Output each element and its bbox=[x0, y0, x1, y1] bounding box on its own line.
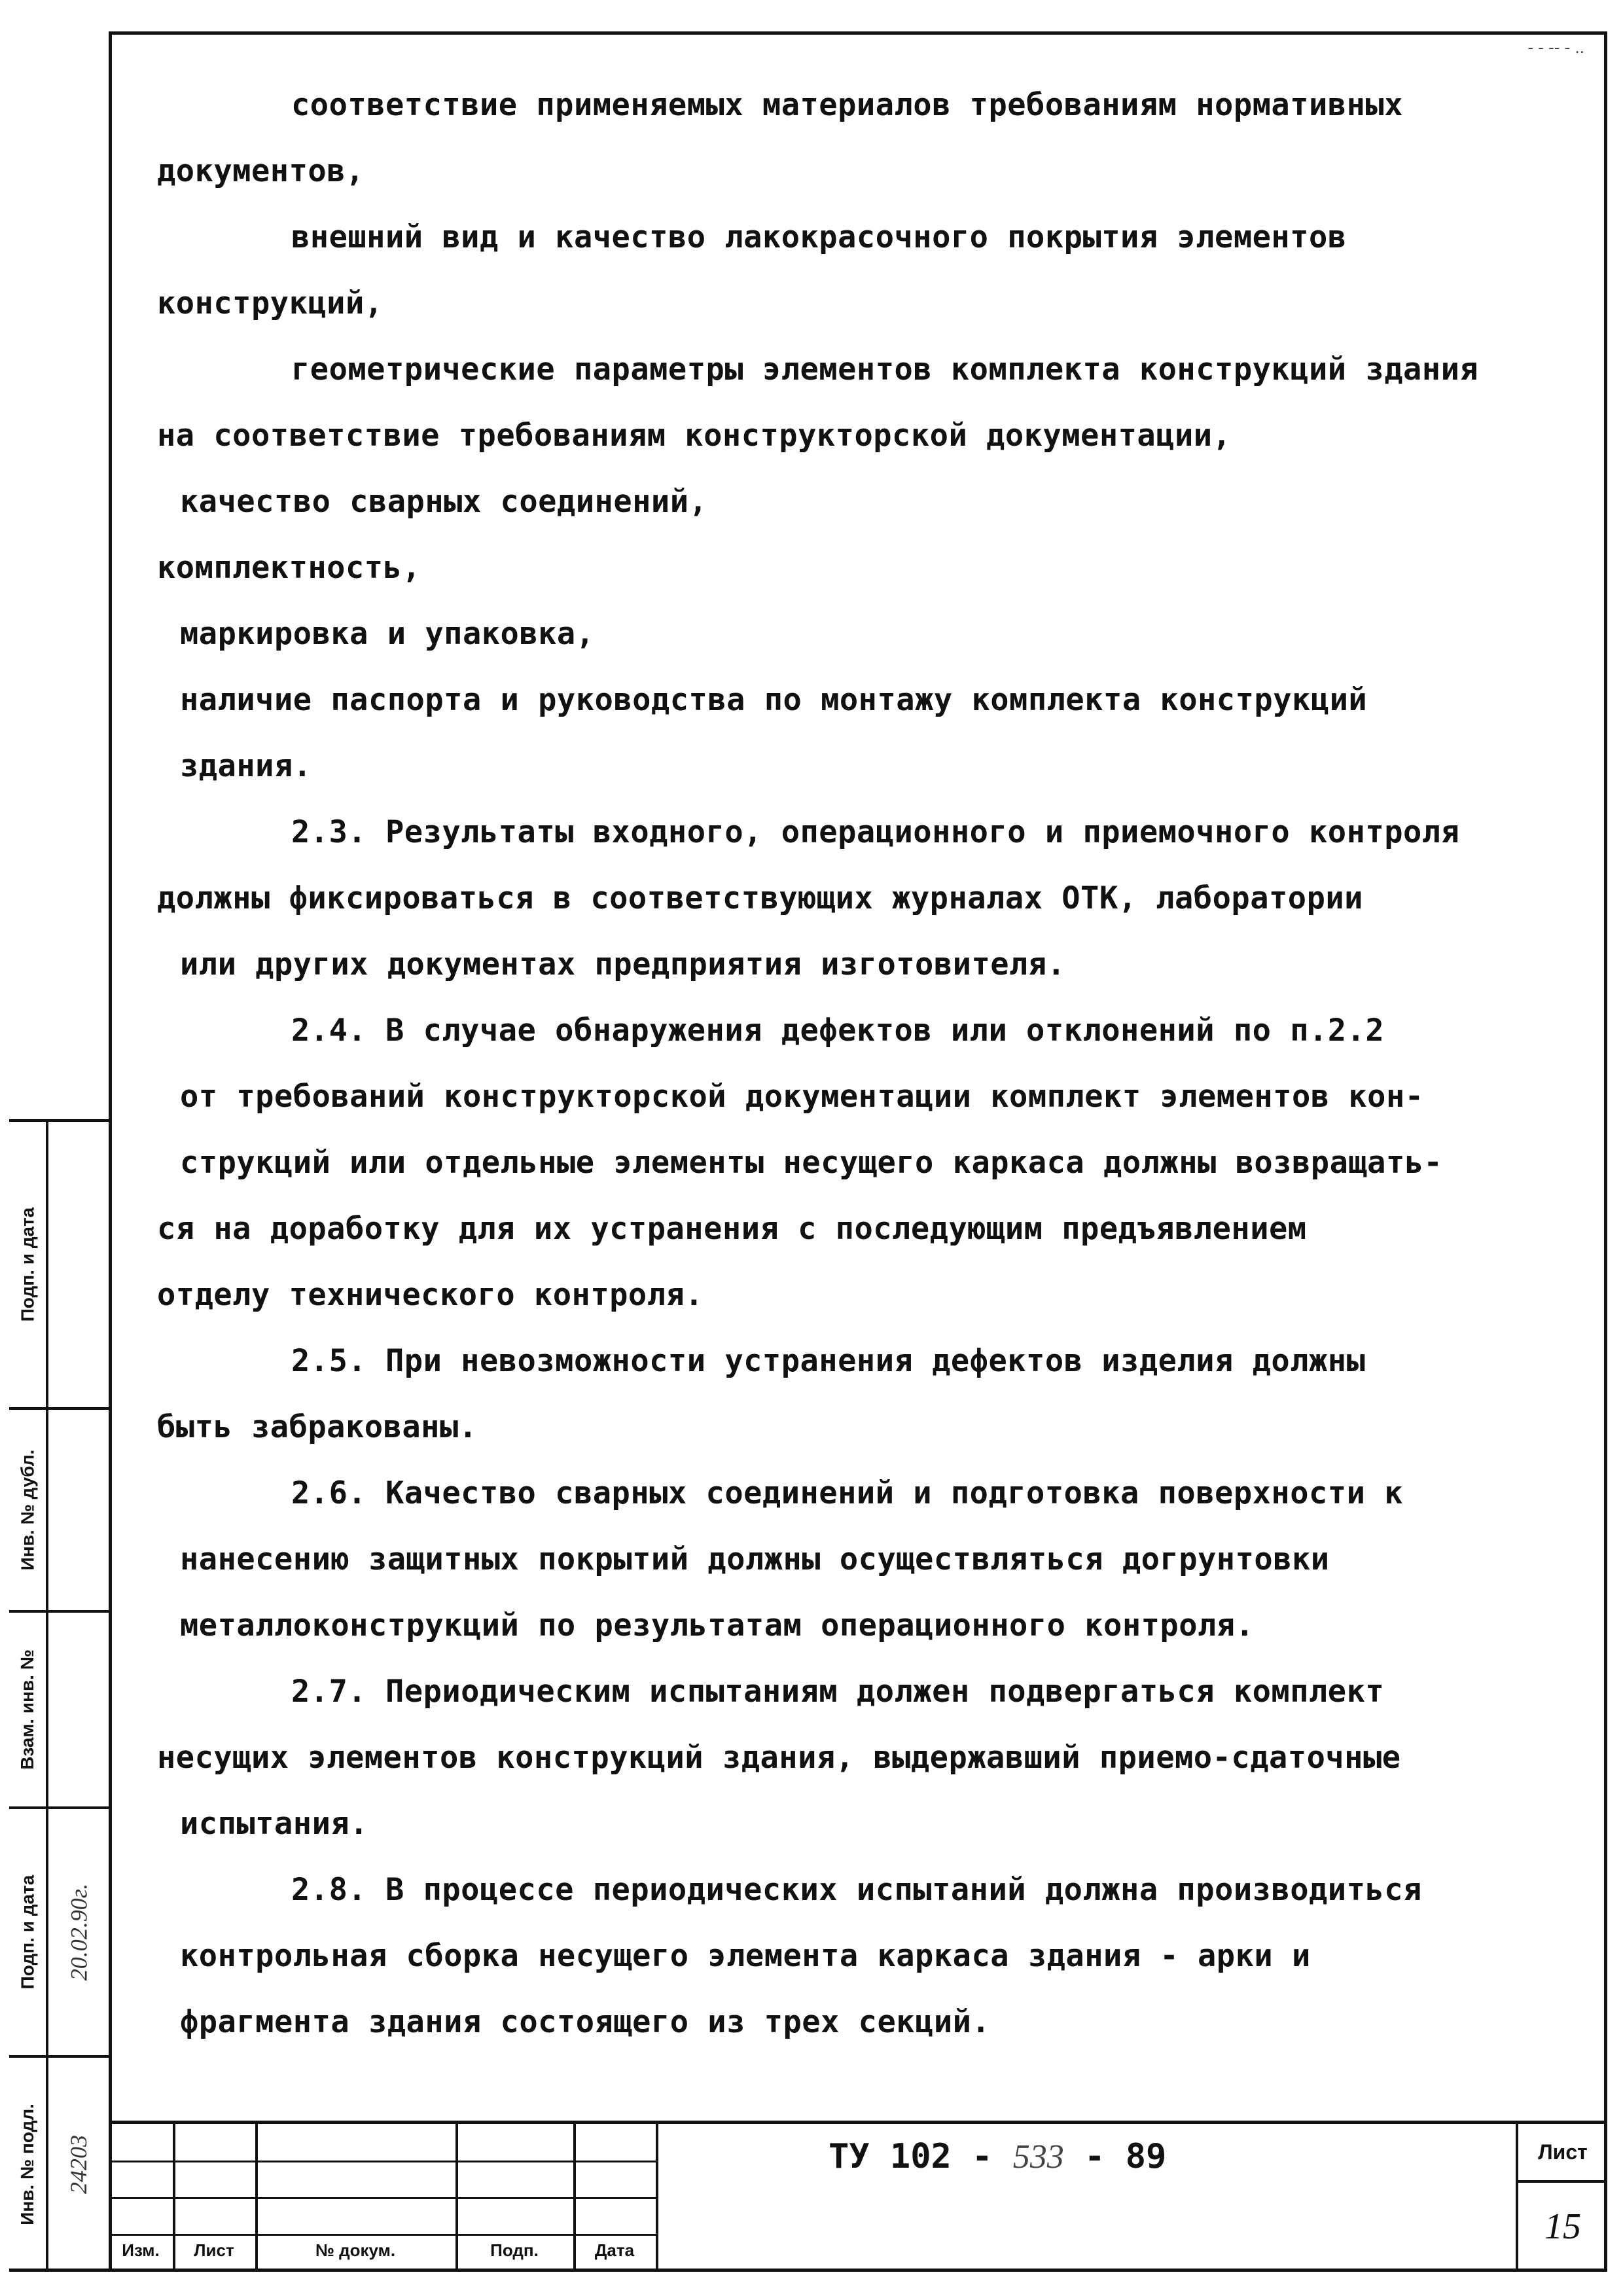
vzam-inv-value-cell bbox=[48, 1613, 109, 1809]
signature-date: 20.02.90г. bbox=[65, 1883, 92, 1981]
header-list: Лист bbox=[194, 2240, 234, 2260]
side-stamp bbox=[9, 1119, 109, 2271]
text-line: от требований конструкторской документации комплект элементов кон- bbox=[180, 1079, 1424, 1115]
doc-code-prefix: ТУ 102 - bbox=[829, 2137, 993, 2176]
text-line: струкций или отдельные элементы несущего каркаса должны возвращать- bbox=[180, 1145, 1443, 1181]
text-line: здания. bbox=[180, 748, 312, 784]
text-line: качество сварных соединений, bbox=[180, 484, 708, 520]
text-line: ся на доработку для их устранения с последующим предъявлением bbox=[157, 1211, 1307, 1247]
text-line: несущих элементов конструкций здания, выдержавший приемо-сдаточные bbox=[157, 1740, 1401, 1776]
text-line: 2.7. Периодическим испытаниям должен подвергаться комплект bbox=[291, 1674, 1385, 1710]
text-line: быть забракованы. bbox=[157, 1409, 478, 1445]
vzam-inv-label-cell bbox=[9, 1613, 48, 1809]
vzam-inv-label: Взам. инв. № bbox=[17, 1649, 38, 1770]
text-line: 2.6. Качество сварных соединений и подготовка поверхности к bbox=[291, 1475, 1403, 1511]
text-line: 2.3. Результаты входного, операционного и приемочного контроля bbox=[291, 814, 1460, 850]
inv-podl-value-cell bbox=[48, 2058, 109, 2271]
text-line: наличие паспорта и руководства по монтажу комплекта конструкций bbox=[180, 682, 1368, 718]
text-line: соответствие применяемых материалов требованиям нормативных bbox=[291, 87, 1403, 123]
document-body bbox=[157, 72, 1597, 2055]
inv-podl-label-cell bbox=[9, 2058, 48, 2271]
text-line: комплектность, bbox=[157, 550, 421, 586]
bottom-rule bbox=[9, 2269, 1607, 2272]
podp-data-2-value-cell bbox=[48, 1809, 109, 2058]
text-line: отделу технического контроля. bbox=[157, 1277, 704, 1313]
inv-dubl-label-cell bbox=[9, 1410, 48, 1613]
doc-code-suffix: - 89 bbox=[1084, 2137, 1167, 2176]
text-line: нанесению защитных покрытий должны осуществляться догрунтовки bbox=[180, 1541, 1330, 1577]
text-line: должны фиксироваться в соответствующих журналах ОТК, лаборатории bbox=[157, 880, 1363, 916]
text-line: документов, bbox=[157, 153, 365, 189]
inv-dubl-label: Инв. № дубл. bbox=[17, 1449, 37, 1571]
text-line: конструкций, bbox=[157, 285, 383, 321]
header-data: Дата bbox=[594, 2240, 635, 2260]
sheet-box bbox=[1516, 2124, 1607, 2270]
podp-data-label: Подп. и дата bbox=[17, 1207, 38, 1322]
inv-podl-number: 24203 bbox=[65, 2135, 92, 2194]
text-line: 2.8. В процессе периодических испытаний должна производиться bbox=[291, 1872, 1422, 1908]
document-code bbox=[829, 2137, 1166, 2176]
revision-grid bbox=[109, 2124, 658, 2270]
text-line: на соответствие требованиям конструкторской документации, bbox=[157, 418, 1232, 454]
text-line: контрольная сборка несущего элемента каркаса здания - арки и bbox=[180, 1938, 1311, 1974]
corner-mark: - - -- - .. bbox=[1527, 37, 1584, 57]
sheet-number: 15 bbox=[1544, 2206, 1581, 2247]
text-line: внешний вид и качество лакокрасочного покрытия элементов bbox=[291, 219, 1347, 255]
text-line: геометрические параметры элементов комплекта конструкций здания bbox=[291, 351, 1479, 387]
podp-data-2-label: Подп. и дата bbox=[17, 1874, 38, 1990]
podp-data-value-cell bbox=[48, 1122, 109, 1410]
text-line: 2.5. При невозможности устранения дефектов изделия должны bbox=[291, 1343, 1366, 1379]
inv-podl-label: Инв. № подл. bbox=[17, 2104, 38, 2225]
text-line: или других документах предприятия изготовителя. bbox=[180, 946, 1066, 982]
header-izm: Изм. bbox=[122, 2240, 160, 2260]
text-line: маркировка и упаковка, bbox=[180, 616, 595, 652]
text-line: испытания. bbox=[180, 1806, 368, 1842]
podp-data-label-cell bbox=[9, 1122, 48, 1410]
doc-code-hand: 533 bbox=[1012, 2138, 1064, 2176]
text-line: фрагмента здания состоящего из трех секций. bbox=[180, 2004, 991, 2040]
text-line: металлоконструкций по результатам операционного контроля. bbox=[180, 1607, 1255, 1643]
text-line: 2.4. В случае обнаружения дефектов или отклонений по п.2.2 bbox=[291, 1013, 1385, 1049]
podp-data-2-label-cell bbox=[9, 1809, 48, 2058]
title-block bbox=[109, 2121, 1607, 2270]
header-podp: Подп. bbox=[490, 2240, 539, 2260]
inv-dubl-value-cell bbox=[48, 1410, 109, 1613]
header-n-dokum: № докум. bbox=[315, 2240, 396, 2260]
sheet-label: Лист bbox=[1518, 2124, 1607, 2183]
